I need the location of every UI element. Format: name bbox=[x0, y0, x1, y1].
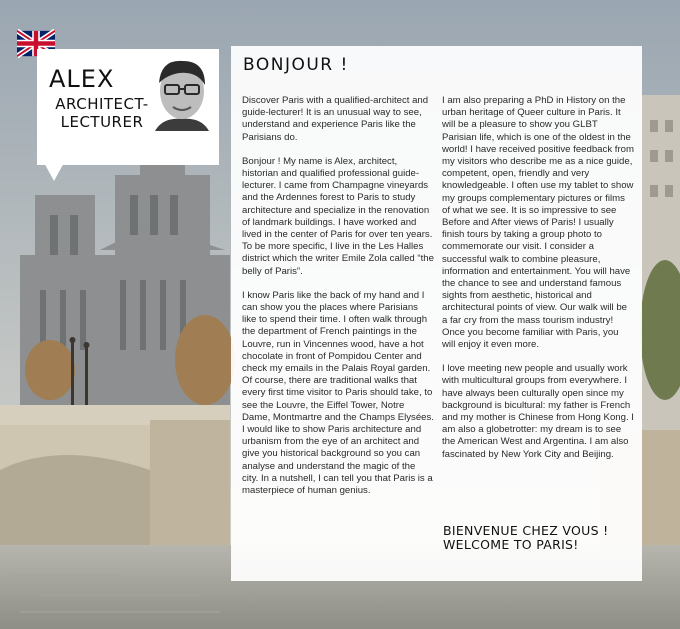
guide-role bbox=[47, 95, 157, 131]
paragraph: I know Paris like the back of my hand and I can show you the places where Parisians like to spend their time. I often walk through the department of French paintings in the Louvre, run in Vincennes wood, have a hot chocolate in front of Pompidou Center and check my emails in the Palais Royal garden. Of course, there are traditional walks that every first time visitor to Paris should take, to see the Louvre, the Eiffel Tower, Notre Dame, Montmartre and the Champs Elysées. I would like to show Paris architecture and urbanism from the eye of an architect and give you historical background so you can analyse and understand the magic of the city. In a nutshell, I can tell you that Paris is a masterpiece of human genius. bbox=[242, 289, 434, 497]
bio-column-2 bbox=[442, 95, 634, 473]
welcome-line-2: WELCOME TO PARIS! bbox=[443, 537, 579, 552]
welcome-line-1: BIENVENUE CHEZ VOUS ! bbox=[443, 523, 609, 538]
paragraph: Bonjour ! My name is Alex, architect, historian and qualified professional guide-lecturer. I came from Champagne vineyards and the Ardennes forest to Paris to study architecture and specialize in the renovation of landmark buildings. I have worked and lived in the center of Paris for over ten years. To be more specific, I live in the Les Halles district which the writer Emile Zola called “the belly of Paris”. bbox=[242, 155, 434, 277]
welcome-text bbox=[443, 524, 608, 552]
speech-bubble-tail bbox=[42, 159, 66, 181]
panel-heading: BONJOUR ! bbox=[243, 55, 349, 75]
guide-name: ALEX bbox=[49, 65, 115, 93]
paragraph: I am also preparing a PhD in History on the urban heritage of Queer culture in Paris. It will be a pleasure to show you GLBT Parisian life, which is one of the oldest in the world! I have received positive feedback from my visitors who describe me as a nice guide, competent, open, friendly and very knowledgeable. I often use my tablet to show my groups complementary pictures or films of what we see. It is so impressive to see Before and After views of Paris! I usually finish tours by taking a group photo to commemorate our visit. I consider a successful walk to combine pleasure, information and entertainment. You will have the chance to see and understand famous sights from aesthetic, historical and architectural points of view. Our walk will be a far cry from the mass tourism industry! Once you become familiar with Paris, you will enjoy it even more. bbox=[442, 95, 634, 351]
bio-column-1 bbox=[242, 95, 434, 509]
avatar bbox=[149, 55, 215, 131]
role-line-2: LECTURER bbox=[60, 113, 144, 131]
paragraph: I love meeting new people and usually work with multicultural groups from everywhere. I have always been culturally open since my background is bicultural: my father is French and my mother is Chinese from Hong Kong. I am also a globetrotter: my dream is to see the American West and Argentina. I am also fascinated by New York City and Beijing. bbox=[442, 363, 634, 460]
paragraph: Discover Paris with a qualified-architect and guide-lecturer! It is an unusual way to see, understand and experience Paris like the Parisians do. bbox=[242, 95, 429, 143]
bio-panel bbox=[231, 46, 642, 581]
profile-card bbox=[37, 49, 219, 165]
role-line-1: ARCHITECT- bbox=[55, 95, 149, 113]
